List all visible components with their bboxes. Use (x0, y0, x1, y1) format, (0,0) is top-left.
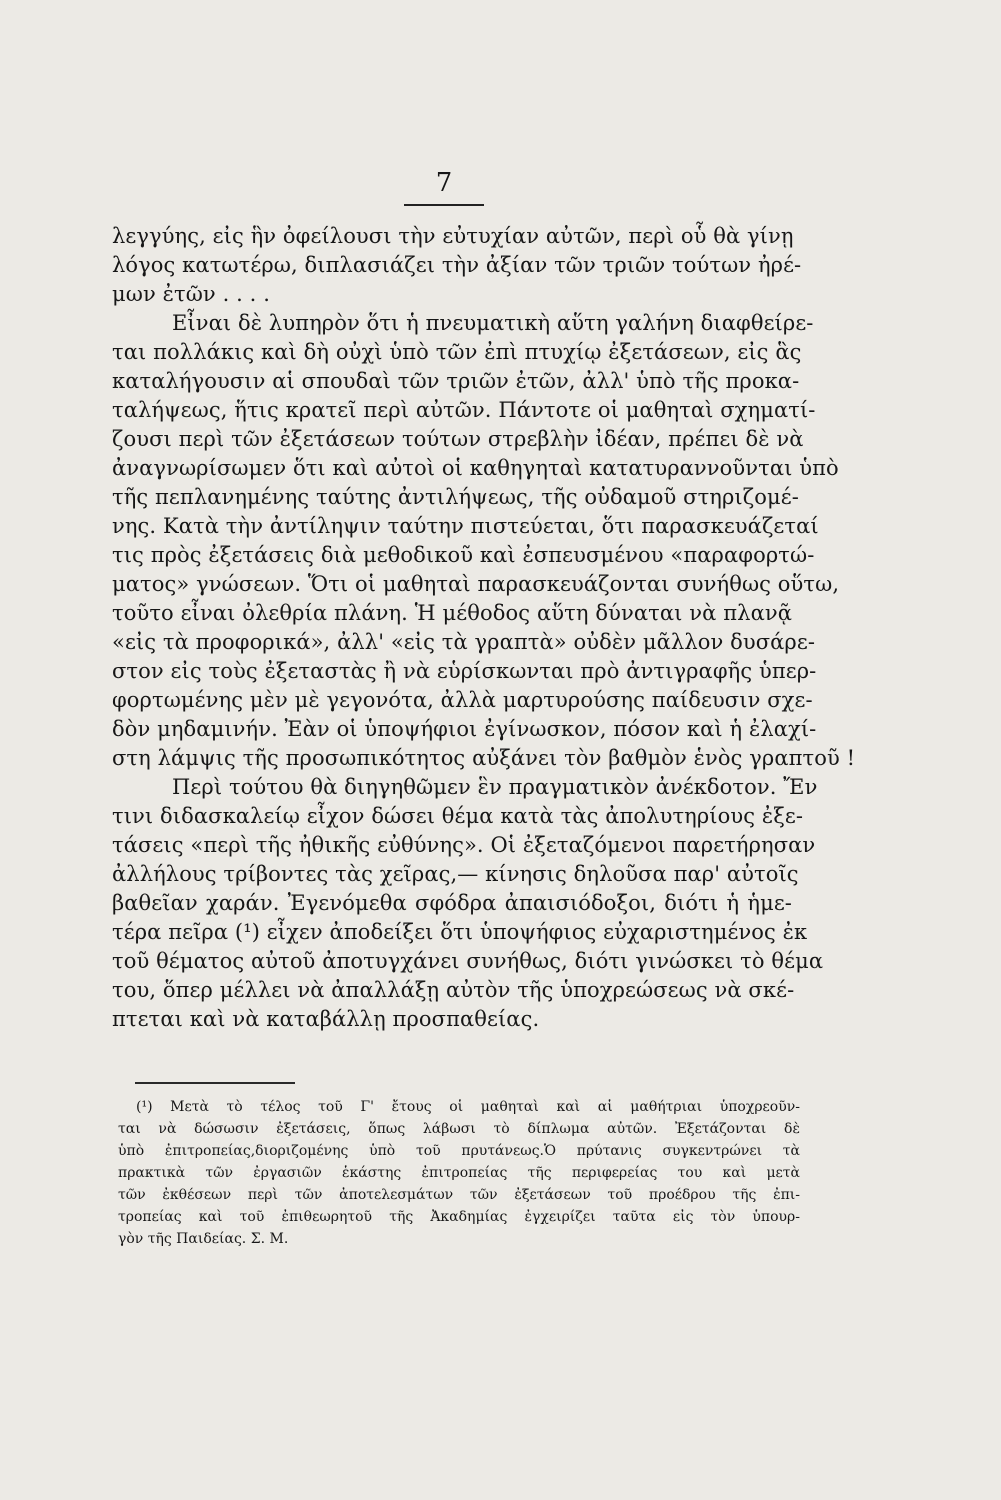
footnote-line: (¹) Μετὰ τὸ τέλος τοῦ Γ' ἔτους οἱ μαθηταὶ καὶ αἱ μαθήτριαι ὑποχρεοῦν- (136, 1099, 800, 1115)
text-line: τινι διδασκαλείῳ εἶχον δώσει θέμα κατὰ τὰς ἀπολυτηρίους ἐξε- (112, 804, 804, 828)
paragraph-start-line: Περὶ τούτου θὰ διηγηθῶμεν ἓν πραγματικὸν ἀνέκδοτον. Ἔν (172, 775, 818, 799)
text-line: δὸν μηδαμινήν. Ἐὰν οἱ ὑποψήφιοι ἐγίνωσκον, πόσον καὶ ἡ ἐλαχί- (112, 717, 817, 741)
text-line: τοῦτο εἶναι ὀλεθρία πλάνη. Ἡ μέθοδος αὕτη δύναται νὰ πλανᾷ (112, 601, 792, 625)
text-line: νης. Κατὰ τὴν ἀντίληψιν ταύτην πιστεύεται, ὅτι παρασκευάζεταί (112, 514, 819, 538)
footnote-line: γὸν τῆς Παιδείας. Σ. Μ. (118, 1231, 289, 1247)
footnote-line: τροπείας καὶ τοῦ ἐπιθεωρητοῦ τῆς Ἀκαδημίας ἐγχειρίζει ταῦτα εἰς τὸν ὑπουρ- (118, 1209, 800, 1225)
text-line: καταλήγουσιν αἱ σπουδαὶ τῶν τριῶν ἐτῶν, ἀλλ' ὑπὸ τῆς προκα- (112, 369, 800, 393)
text-line: «εἰς τὰ προφορικά», ἀλλ' «εἰς τὰ γραπτὰ» οὐδὲν μᾶλλον δυσάρε- (112, 630, 816, 654)
footnote-rule (135, 1082, 295, 1084)
page-number-rule (404, 204, 484, 206)
text-line: μων ἐτῶν . . . . (112, 282, 270, 306)
text-line: τοῦ θέματος αὐτοῦ ἀποτυγχάνει συνήθως, διότι γινώσκει τὸ θέμα (112, 949, 824, 973)
footnote (118, 1096, 800, 1250)
text-line: φορτωμένης μὲν μὲ γεγονότα, ἀλλὰ μαρτυρούσης παίδευσιν σχε- (112, 688, 813, 712)
text-line: στον εἰς τοὺς ἐξεταστὰς ἢ νὰ εὑρίσκωνται πρὸ ἀντιγραφῆς ὑπερ- (112, 659, 817, 683)
text-line: στη λάμψις τῆς προσωπικότητος αὐξάνει τὸν βαθμὸν ἑνὸς γραπτοῦ ! (112, 746, 856, 770)
text-line: τις πρὸς ἐξετάσεις διὰ μεθοδικοῦ καὶ ἐσπευσμένου «παραφορτώ- (112, 543, 815, 567)
footnote-line: ται νὰ δώσωσιν ἐξετάσεις, ὅπως λάβωσι τὸ δίπλωμα αὐτῶν. Ἐξετάζονται δὲ (118, 1121, 800, 1137)
text-line: του, ὅπερ μέλλει νὰ ἀπαλλάξῃ αὐτὸν τῆς ὑποχρεώσεως νὰ σκέ- (112, 978, 795, 1002)
footnote-line: τῶν ἐκθέσεων περὶ τῶν ἀποτελεσμάτων τῶν ἐξετάσεων τοῦ προέδρου τῆς ἐπι- (118, 1187, 800, 1203)
footnote-line: ὑπὸ ἐπιτροπείας,διοριζομένης ὑπὸ τοῦ πρυτάνεως.Ὁ πρύτανις συγκεντρώνει τὰ (118, 1143, 800, 1159)
text-line: τέρα πεῖρα (¹) εἶχεν ἀποδείξει ὅτι ὑποψήφιος εὐχαριστημένος ἐκ (112, 920, 808, 944)
text-line: λεγγύης, εἰς ἣν ὀφείλουσι τὴν εὐτυχίαν αὐτῶν, περὶ οὗ θὰ γίνῃ (112, 224, 794, 248)
text-line: τάσεις «περὶ τῆς ἠθικῆς εὐθύνης». Οἱ ἐξεταζόμενοι παρετήρησαν (112, 833, 816, 857)
text-line: βαθεῖαν χαράν. Ἐγενόμεθα σφόδρα ἀπαισιόδοξοι, διότι ἡ ἡμε- (112, 891, 792, 915)
paragraph-start-line: Εἶναι δὲ λυπηρὸν ὅτι ἡ πνευματικὴ αὕτη γαλήνη διαφθείρε- (172, 311, 814, 335)
text-line: ται πολλάκις καὶ δὴ οὐχὶ ὑπὸ τῶν ἐπὶ πτυχίῳ ἐξετάσεων, εἰς ἃς (112, 340, 802, 364)
text-line: πτεται καὶ νὰ καταβάλλῃ προσπαθείας. (112, 1007, 540, 1031)
body-text (112, 222, 856, 1034)
text-line: ἀναγνωρίσωμεν ὅτι καὶ αὐτοὶ οἱ καθηγηταὶ κατατυραννοῦνται ὑπὸ (112, 456, 839, 480)
text-line: ζουσι περὶ τῶν ἐξετάσεων τούτων στρεβλὴν ἰδέαν, πρέπει δὲ νὰ (112, 427, 804, 451)
text-line: ματος» γνώσεων. Ὅτι οἱ μαθηταὶ παρασκευάζονται συνήθως οὕτω, (112, 572, 840, 596)
text-line: τῆς πεπλανημένης ταύτης ἀντιλήψεως, τῆς οὐδαμοῦ στηριζομέ- (112, 485, 799, 509)
footnote-line: πρακτικὰ τῶν ἐργασιῶν ἑκάστης ἐπιτροπείας τῆς περιφερείας του καὶ μετὰ (118, 1165, 800, 1181)
page-number: 7 (435, 168, 453, 198)
text-line: λόγος κατωτέρω, διπλασιάζει τὴν ἀξίαν τῶν τριῶν τούτων ἠρέ- (112, 253, 802, 277)
text-line: ταλήψεως, ἥτις κρατεῖ περὶ αὐτῶν. Πάντοτε οἱ μαθηταὶ σχηματί- (112, 398, 816, 422)
text-line: ἀλλήλους τρίβοντες τὰς χεῖρας,— κίνησις δηλοῦσα παρ' αὐτοῖς (112, 862, 799, 886)
